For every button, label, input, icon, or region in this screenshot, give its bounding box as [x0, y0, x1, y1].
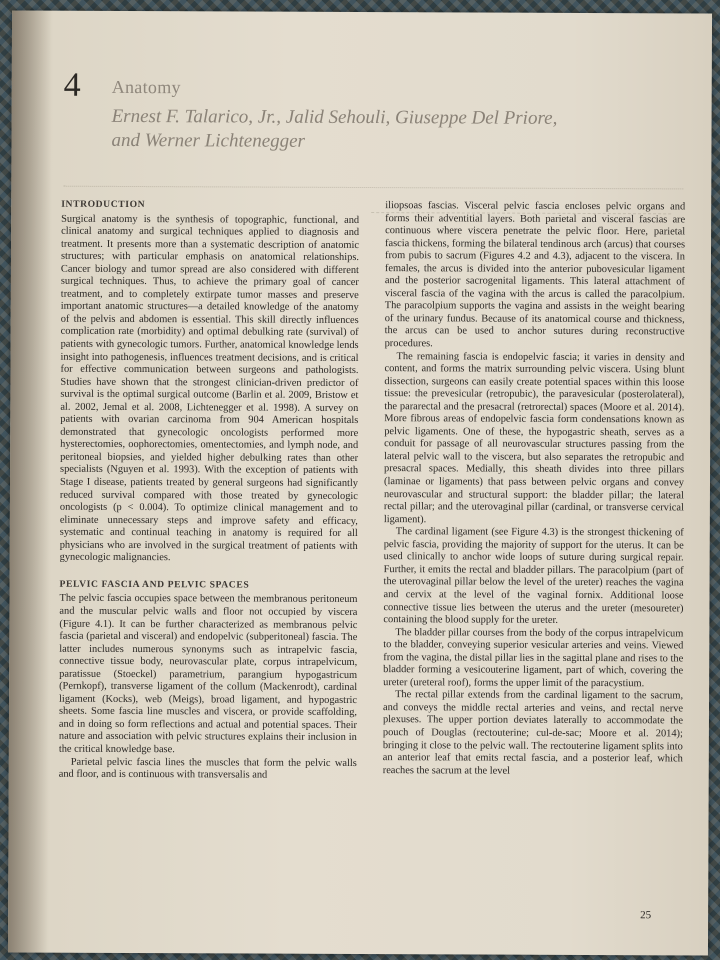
right-paragraph-4: The bladder pillar courses from the body of the corpus intrapelvicum to the bladder, conveying superior vesicular arteries and veins. Viewed from the vagina, the distal pillar lies in the sagittal plane and rises to the bladder forming a vesicouterine ligament, part of which, covering the ureter (ureteral roof), forms the upper limit of the paracystium. — [383, 626, 684, 690]
right-paragraph-5: The rectal pillar extends from the cardinal ligament to the sacrum, and conveys the middle rectal arteries and veins, and rectal nerve plexuses. The upper portion deviates laterally to accommodate the pouch of Douglas (rectouterine; cul-de-sac; Moore et al. 2014); bringing it close to the pelvic wall. The rectouterine ligament splits into an anterior leaf that emits rectal fascia, and a posterior leaf, which reaches the sacrum at the level — [382, 689, 684, 777]
page-gutter-shadow — [8, 10, 52, 952]
book-page — [8, 10, 712, 955]
right-column — [383, 200, 686, 778]
pelvic-paragraph-2: Parietal pelvic fascia lines the muscles that form the pelvic walls and floor, and is continuous with transversalis and — [58, 756, 357, 781]
introduction-heading: INTRODUCTION — [61, 198, 146, 211]
introduction-paragraph: Surgical anatomy is the synthesis of topographic, functional, and clinical anatomy and surgical techniques applied to diagnosis and treatment. It presents more than a systematic description of anatomic structures; with particular emphasis on anatomical relationships. Cancer biology and tumor spread are also considered with different surgical techniques. Thus, to achieve the primary goal of cancer treatment, and to completely extirpate tumor masses and preserve important anatomic structures—a detailed knowledge of the anatomy of the pelvis and abdomen is essential. This skill directly influences complication rate (morbidity) and optimal debulking rate (survival) of patients with gynecologic tumors. Further, anatomical knowledge lends insight into pathogenesis, influences treatment decisions, and is critical for effective communication between surgeons and pathologists. Studies have shown that the strongest clinician-driven predictor of survival is the optimal surgical outcome (Barlin et al. 2009, Bristow et al. 2002, Jemal et al. 2008, Lichtenegger et al. 1998). A survey on patients with ovarian carcinoma from 904 American hospitals demonstrated that gynecologic oncologists performed more hysterectomies, oophorectomies, omentectomies, and lymph node, and peritoneal biopsies, and yielded higher debulking rates than other specialists (Nguyen et al. 1993). With the exception of patients with Stage I disease, patients treated by general surgeons had significantly reduced survival compared with those treated by gynecologic oncologists (p < 0.004). To optimize clinical management and to eliminate unnecessary steps and improve safety and efficacy, systematic and continual teaching in anatomy is required for all physicians who are involved in the surgical treatment of patients with gynecologic malignancies. — [59, 213, 360, 564]
left-column — [59, 199, 360, 783]
right-paragraph-3: The cardinal ligament (see Figure 4.3) is the strongest thickening of pelvic fascia, providing the majority of support for the uterus. It can be used clinically to anchor wide loops of suture during surgical repair. Further, it emits the rectal and bladder pillars. The paracolpium (part of the uterovaginal pillar below the level of the ureter) reaches the vagina and cervix at the level of the vaginal fornix. Additional loose connective tissue lies between the uterus and the ureter (mesoureter) containing the blood supply for the ureter. — [383, 526, 684, 626]
chapter-authors: Ernest F. Talarico, Jr., Jalid Sehouli, Giuseppe Del Priore, and Werner Lichtenegger — [111, 105, 558, 152]
chapter-number: 4 — [63, 66, 81, 104]
chapter-title: Anatomy — [111, 76, 181, 98]
right-paragraph-1: iliopsoas fascias. Visceral pelvic fascia encloses pelvic organs and forms their adventitial layers. Both parietal and visceral fascias are continuous where viscera penetrate the pelvic floor. Here, parietal fascia thickens, forming the bilateral tendinous arch (arcus) that courses from pubis to sacrum (Figures 4.2 and 4.3), adjacent to the viscera. In females, the arcus is divided into the anterior pubovesicular ligament and the posterior sacrogenital ligaments. This lateral attachment of visceral fascia of the vagina with the arcus is called the paracolpium. The paracolpium supports the vagina and assists in the weight bearing of the urinary fundus. Because of its anatomical course and thickness, the arcus can be used to anchor sutures during reconstructive procedures. — [384, 200, 686, 350]
pelvic-paragraph-1: The pelvic fascia occupies space between the membranous peritoneum and the muscular pelvic walls and floor not occupied by viscera (Figure 4.1). It can be further characterized as membranous pelvic fascia (parietal and visceral) and endopelvic (subperitoneal) fascia. The latter includes numerous synonyms such as intrapelvic fascia, connective tissue body, neurovascular plate, corpus intrapelvicum, paratissue (Stoeckel) parametrium, parangium hypogastricum (Pernkopf), transverse ligament of the collum (Mackenrodt), cardinal ligament (Kocks), web (Meigs), broad ligament, and hypogastric sheets. Some fascia line muscles and viscera, or provide scaffolding, and in doing so form reflections and actual and potential spaces. Their nature and association with pelvic structures explains their inclusion in the critical knowledge base. — [58, 593, 358, 756]
pelvic-fascia-heading: PELVIC FASCIA AND PELVIC SPACES — [59, 578, 250, 591]
page-number: 25 — [640, 909, 652, 922]
right-paragraph-2: The remaining fascia is endopelvic fascia; it varies in density and content, and forms the matrix surrounding pelvic viscera. Using blunt dissection, surgeons can easily create potential spaces within this loose tissue: the prevesicular (retropubic), the paravesicular (posterolateral), the pararectal and the presacral (retrorectal) spaces (Moore et al. 2014). More fibrous areas of endopelvic fascia form condensations known as pelvic ligaments. One of these, the hypogastric sheath, serves as a conduit for passage of all neurovascular structures passing from the lateral pelvic wall to the viscera, but also separates the retropubic and presacral spaces. Medially, this sheath divides into three pillars (laminae or ligaments) that pass between pelvic organs and convey neurovascular and structural support: the bladder pillar; the lateral rectal pillar; and the uterovaginal pillar (cardinal, or transverse cervical ligament). — [383, 350, 685, 525]
